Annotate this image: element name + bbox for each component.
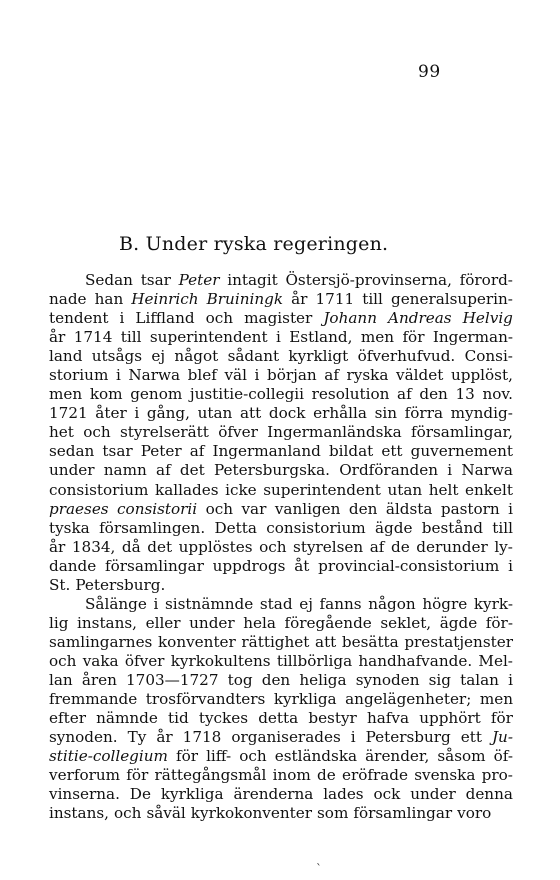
word: i [508, 556, 513, 575]
word: 1721 [49, 404, 88, 423]
word: 1718 [182, 728, 222, 747]
word: heliga [299, 670, 347, 689]
word: och [114, 804, 142, 823]
word: till [492, 518, 513, 537]
word: dande [49, 556, 97, 575]
word: ärender, [365, 747, 430, 766]
word: consistorii [117, 499, 198, 518]
word: såväl [146, 804, 186, 823]
word: namn [103, 461, 147, 480]
word: Ju- [491, 728, 513, 747]
text-line [49, 690, 513, 709]
text-line [49, 633, 513, 652]
word: talan [460, 670, 499, 689]
word: år [291, 290, 308, 309]
word: han [94, 290, 124, 309]
word: besätta [341, 632, 399, 651]
text-line [49, 766, 513, 785]
word: handhafvande. [358, 651, 473, 670]
text-line [49, 785, 513, 804]
word: organiserades [231, 728, 341, 747]
text-line [49, 804, 513, 823]
word: styrelsen [293, 537, 364, 556]
word: men [49, 385, 83, 404]
word: Ingermanland [212, 442, 321, 461]
word: Petersburgska. [213, 461, 331, 480]
word: för [490, 709, 513, 728]
word: kyrkokonventer [190, 804, 312, 823]
word: lig [49, 613, 69, 632]
word: församlingar [105, 556, 204, 575]
word: det [147, 537, 173, 556]
text-line [49, 442, 513, 461]
word: nade [49, 290, 87, 309]
word: detta [258, 709, 299, 728]
word: sedan [49, 442, 95, 461]
word: voro [457, 804, 492, 823]
word: konventer [157, 632, 236, 651]
word: tsar [102, 442, 133, 461]
word: tid [168, 709, 189, 728]
word: under [49, 461, 95, 480]
word: ock [373, 785, 401, 804]
word: resolution [311, 385, 390, 404]
word: för [402, 328, 425, 347]
word: Johann [323, 309, 377, 328]
text-line [49, 423, 513, 442]
text-line [49, 519, 513, 538]
word: eller [145, 613, 181, 632]
word: consistorium [266, 518, 366, 537]
word: högre [422, 594, 468, 613]
word: 1714 [73, 328, 113, 347]
word: svenska [414, 766, 476, 785]
word: församlingar, [410, 423, 513, 442]
text-line [49, 385, 513, 404]
text-line [49, 290, 513, 309]
word: uppdrogs [212, 556, 286, 575]
word: öf- [493, 747, 513, 766]
word: pastorn [440, 499, 500, 518]
word: i [134, 404, 140, 423]
word: under [189, 613, 235, 632]
word: förra [404, 404, 444, 423]
word: kyrkliga [273, 690, 337, 709]
word: ärenderna [233, 785, 314, 804]
word: Liffland [135, 309, 195, 328]
word: den [261, 670, 291, 689]
word: och [259, 537, 287, 556]
word: Narwa [461, 461, 513, 480]
word: sin [374, 404, 398, 423]
word: denna [465, 785, 513, 804]
word: samlingarnes [49, 632, 153, 651]
word: synoden [355, 670, 420, 689]
word: rättighet [241, 632, 310, 651]
body-text [49, 271, 513, 823]
word: gång, [146, 404, 190, 423]
paragraph [49, 595, 513, 824]
word: superintendent [149, 328, 268, 347]
word: inom [272, 766, 311, 785]
word: instans, [49, 804, 109, 823]
word: ej [299, 594, 313, 613]
word: liff- [206, 747, 232, 766]
word: Bruiningk [206, 290, 284, 309]
text-line [49, 404, 513, 423]
word: i [508, 670, 513, 689]
word: den [348, 499, 378, 518]
word: utsågs [91, 347, 143, 366]
word: det [179, 461, 205, 480]
word: justitie-collegii [189, 385, 305, 404]
word: Östersjö-provinserna, [285, 271, 452, 289]
word: öfverhufvud. [357, 347, 456, 366]
word: praeses [49, 499, 109, 518]
word: stad [259, 594, 293, 613]
word: var [241, 499, 267, 518]
word: Sedan [85, 271, 133, 289]
word: enkelt [465, 480, 513, 499]
text-line [49, 709, 513, 728]
word: någon [368, 594, 416, 613]
text-line [49, 500, 513, 519]
word: åren [81, 670, 117, 689]
word: åt [294, 556, 310, 575]
word: Detta [214, 518, 257, 537]
text-line [49, 728, 513, 747]
word: myndig- [450, 404, 513, 423]
word: prestatjenster [404, 632, 513, 651]
word: generalsuperin- [390, 290, 513, 309]
word: kyrkokultens [170, 651, 271, 670]
word: efter [49, 709, 86, 728]
word: Heinrich [131, 290, 199, 309]
word: i [350, 728, 356, 747]
word: såsom [437, 747, 486, 766]
word: början [267, 366, 317, 385]
word: i [119, 309, 125, 328]
word: het [49, 423, 74, 442]
word: Estland, [289, 328, 353, 347]
word: tyckes [198, 709, 249, 728]
word: kyrk- [473, 594, 513, 613]
word: ägde [439, 613, 478, 632]
word: som [317, 804, 349, 823]
text-line [49, 576, 513, 595]
word: föregående [284, 613, 372, 632]
word: af [156, 461, 171, 480]
word: den [419, 385, 448, 404]
word: tog [227, 670, 253, 689]
section-heading: B. Under ryska regeringen. [119, 233, 389, 255]
word: bildat [328, 442, 374, 461]
word: genom [130, 385, 183, 404]
word: men [479, 690, 513, 709]
text-line [49, 347, 513, 366]
text-line [49, 671, 513, 690]
text-line [49, 309, 513, 328]
word: Helvig [462, 309, 513, 328]
word: och [83, 423, 111, 442]
word: af [397, 385, 412, 404]
word: lades [323, 785, 364, 804]
text-line [49, 328, 513, 347]
word: år [156, 728, 173, 747]
word: men [360, 328, 395, 347]
page-number: 99 [418, 62, 441, 82]
word: intagit [227, 271, 278, 289]
paragraph [49, 271, 513, 595]
word: pro- [481, 766, 513, 785]
text-line [49, 595, 513, 614]
word: Andreas [388, 309, 452, 328]
word: bestånd [421, 518, 483, 537]
word: land [49, 347, 83, 366]
word: vanligen [274, 499, 341, 518]
text-line [49, 652, 513, 671]
word: 1834, [71, 537, 116, 556]
word: icke [225, 480, 257, 499]
word: tendent [49, 309, 109, 328]
word: till [362, 290, 383, 309]
word: då [121, 537, 141, 556]
word: Ingermanländska [267, 423, 402, 442]
text-line [49, 538, 513, 557]
word: seklet, [380, 613, 432, 632]
word: församlingen. [99, 518, 206, 537]
word: estländska [274, 747, 358, 766]
word: fanns [319, 594, 362, 613]
word: Peter [140, 442, 182, 461]
word: storium [49, 366, 109, 385]
word: församlingar [353, 804, 453, 823]
text-line [49, 461, 513, 480]
word: blef [187, 366, 217, 385]
word: bestyr [308, 709, 357, 728]
word: Sålänge [85, 594, 147, 613]
text-line [49, 271, 513, 290]
word: år [49, 537, 66, 556]
word: sådant [227, 347, 280, 366]
word: kyrkligt [288, 347, 349, 366]
word: i [275, 328, 281, 347]
word: ett [381, 442, 403, 461]
text-line [49, 747, 513, 766]
word: nämnde [96, 709, 158, 728]
text-line [49, 614, 513, 633]
word: Ty [127, 728, 147, 747]
word: 13 [455, 385, 475, 404]
word: åter [95, 404, 127, 423]
word: helt [428, 480, 459, 499]
word: tyska [49, 518, 90, 537]
word: af [369, 537, 385, 556]
word: vinserna. [49, 785, 120, 804]
word: Peter [178, 271, 220, 289]
word: upplöst, [450, 366, 513, 385]
word: Petersburg [365, 728, 451, 747]
word: för [176, 747, 199, 766]
word: att [239, 404, 262, 423]
word: magister [244, 309, 313, 328]
word: upplöstes [178, 537, 253, 556]
word: De [129, 785, 151, 804]
word: kyrkliga [160, 785, 224, 804]
word: derunder [416, 537, 488, 556]
text-line [49, 481, 513, 500]
word: under [410, 785, 456, 804]
word: Narwa [128, 366, 181, 385]
word: i [254, 366, 260, 385]
word: 1711 [315, 290, 355, 309]
word: Mel- [478, 651, 513, 670]
word: de [390, 537, 410, 556]
word: att [315, 632, 337, 651]
word: förord- [459, 271, 513, 289]
word: i [115, 366, 121, 385]
word: angelägenheter; [345, 690, 472, 709]
word: superintendent [263, 480, 381, 499]
word: eröfrade [341, 766, 409, 785]
word: fremmande [49, 690, 138, 709]
word: erhålla [313, 404, 367, 423]
word: trosförvandters [145, 690, 266, 709]
word: af [189, 442, 205, 461]
word: år [49, 328, 66, 347]
word: i [508, 499, 513, 518]
word: nov. [482, 385, 513, 404]
word: styrelserätt [120, 423, 209, 442]
word: kom [89, 385, 123, 404]
word: ej [151, 347, 166, 366]
word: dock [268, 404, 306, 423]
word: ett [460, 728, 482, 747]
word: för- [485, 613, 513, 632]
word: hafva [366, 709, 410, 728]
word: och [205, 499, 234, 518]
word: synoden. [49, 728, 118, 747]
word: upphört [419, 709, 481, 728]
page-mark: ` [316, 862, 322, 876]
word: Ingerman- [432, 328, 513, 347]
word: ägde [374, 518, 413, 537]
word: stitie-collegium [49, 747, 168, 766]
word: lan [49, 670, 73, 689]
text-line [49, 557, 513, 576]
word: sig [428, 670, 451, 689]
word: af [324, 366, 339, 385]
word: utan [197, 404, 233, 423]
word: tillbörliga [276, 651, 353, 670]
word: verforum [49, 766, 121, 785]
word: öfver [218, 423, 258, 442]
word: de [317, 766, 336, 785]
word: något [174, 347, 219, 366]
word: och [49, 651, 77, 670]
word: och [205, 309, 234, 328]
word: 1703—1727 [126, 670, 219, 689]
word: för [126, 766, 149, 785]
word: till [120, 328, 142, 347]
word: väl [224, 366, 247, 385]
word: provincial-consistorium [318, 556, 500, 575]
word: väldet [396, 366, 444, 385]
word: i [447, 461, 453, 480]
word: och [239, 747, 267, 766]
word: hela [243, 613, 276, 632]
word: guvernement [410, 442, 513, 461]
word: St. [49, 575, 71, 594]
word: i [153, 594, 159, 613]
word: Ordföranden [339, 461, 439, 480]
word: Petersburg. [75, 575, 166, 594]
word: kallades [155, 480, 219, 499]
word: ly- [494, 537, 513, 556]
word: vaka [82, 651, 119, 670]
word: Consi- [464, 347, 513, 366]
word: utan [387, 480, 423, 499]
word: sistnämnde [164, 594, 254, 613]
word: tsar [140, 271, 171, 289]
word: instans, [77, 613, 138, 632]
word: äldsta [385, 499, 433, 518]
word: consistorium [49, 480, 149, 499]
word: ryska [346, 366, 389, 385]
text-line [49, 366, 513, 385]
word: rättegångsmål [154, 766, 267, 785]
word: öfver [124, 651, 165, 670]
